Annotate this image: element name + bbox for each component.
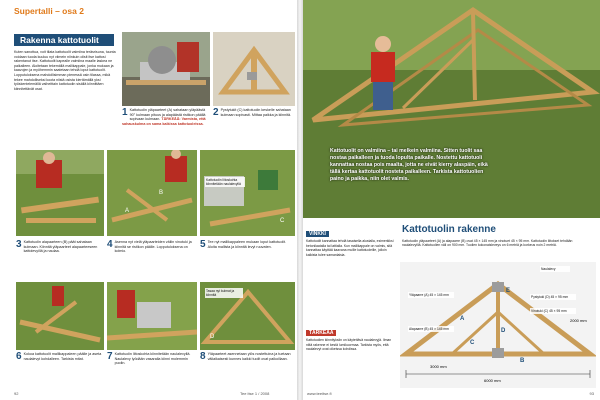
diagram-letter-c: C <box>470 340 475 346</box>
letter-a: A <box>125 208 130 214</box>
hero-overlay-text: Kattotuolit on valmiina – tai melkein valmiina. Sitten tuolit saa nostaa paikalleen ja tuoda lopulta paikalle. Nostettu kattotuoli kannattaa nostaa pois maalta, jotta ne eivät kierry alaspäin, eikä tällä kertaa kattotuolit nosteta paikalleen. Tarkista kattotuolien paino ja paikka, niin olet valmis. <box>330 148 488 182</box>
dim-total: 6000 mm <box>484 378 501 383</box>
step-6-photo <box>16 282 104 350</box>
label-yläpaarre: Yläpaarre (A) 45 × 145 mm <box>408 292 454 298</box>
hero-photo <box>303 0 600 218</box>
step-1-number: 1 <box>122 107 128 118</box>
label-alapaarre: Alapaarre (B) 45 × 145 mm <box>408 326 454 332</box>
diagram-letter-b: B <box>520 358 525 364</box>
truss-diagram <box>400 262 596 388</box>
step-8-number: 8 <box>200 351 206 362</box>
step-3-caption: 3 Kattotuolin alapaarteen (B) päät sahataan kulmaan. Kiinnitä yläpaarteet alapaarteeseen kattolevyillä ja naulaa. <box>16 239 98 254</box>
right-page-number: 93 <box>589 391 594 396</box>
letter-b: B <box>159 190 164 196</box>
step-1-caption: 1 Kattotuolin yläpaarteet (A) sahataan yläpäästä 90° kulmaan pituus ja alapäästä ristikon päällä sopivaan kulmaan. TÄRKEÄÄ: Varmista, että sahauskulma on sama kaikissa kattotuoleissa. <box>122 107 206 127</box>
section-title: Kattotuolin rakenne <box>402 224 496 235</box>
step-3-number: 3 <box>16 239 22 250</box>
step-1-photo <box>122 32 210 106</box>
series-title: Supertalli – osa 2 <box>14 6 84 16</box>
step-2-number: 2 <box>213 107 219 118</box>
step-4-number: 4 <box>107 239 113 250</box>
section-text: Kattotuolin yläpaarteet (A) ja alapaarre (B) ovat 45 × 145 mm ja vinotuet 45 × 95 mm. Kattotuolin liitokset tehdään naulalevyillä. Kattotuolien väli on 900 mm. Tuolien kokonaisleveys on 6 metriä ja korkeus noin 2 metriä. <box>402 239 573 248</box>
tarkeaa-box <box>306 330 394 352</box>
article-banner: Rakenna kattotuolit <box>14 34 114 46</box>
vinkki-text: Kattotuolit kannattaa tehdä tasaisella alustalla, esimerkiksi betonilaatalla tai lattialla. Kun mallikappale on valmis, sitä kannattaa käyttää kaavana muille kattotuoleille, jolloin kaikista tulee samanlaisia. <box>306 239 394 257</box>
diagram-letter-a: A <box>460 316 465 322</box>
step-8-caption: 8 Yläpaarteet asennetaan ylös nostettuina ja tuetaan väliaikaisesti kunnes kaikki tuolit ovat paikoillaan. <box>200 351 291 362</box>
letter-d: D <box>210 334 215 340</box>
step-1-warning: TÄRKEÄÄ: Varmista, että sahauskulma on sama kaikissa kattotuoleissa. <box>122 117 206 127</box>
step-7-number: 7 <box>107 351 113 362</box>
left-footer: Tee itse 1 / 2008 <box>240 391 270 396</box>
step-7-photo <box>107 282 197 350</box>
label-naulalevy: Naulalevy <box>540 266 570 272</box>
step-8-photo <box>200 282 295 350</box>
label-pystytuki: Pystytuki (D) 45 × 95 mm <box>530 294 576 300</box>
right-page <box>303 0 600 400</box>
step-7-caption: 7 Kattotuolin liitoskohta kiinnitetään naulalevyllä. Naulalevy lyödään vasaralla kiinni molemmin puolin. <box>107 351 191 366</box>
vinkki-box <box>306 231 394 319</box>
step-5-caption: 5 Tee nyt mallikappaleen mukaan loput kattotuolit. Aloita mallista ja kiinnitä levyt ruuvaten. <box>200 239 287 250</box>
left-page <box>0 0 297 400</box>
left-page-number: 92 <box>14 391 19 396</box>
step-5-number: 5 <box>200 239 206 250</box>
step-6-caption: 6 Kokoa kattotuolit mallikappaleen päälle ja aseta naulalevyt kohdalleen. Tarkista mitat. <box>16 351 102 362</box>
step-5-photo <box>200 150 295 236</box>
step-4-caption: 4 Asenna nyt vielä yläpaarteiden väliin vinotuki ja kiinnitä se ristikon päälle. Lopputuloksena on kolmio. <box>107 239 192 254</box>
callout-liitoskohta: Kattotuolin liitoskohta kiinnitetään naulalevyllä <box>205 177 245 187</box>
step-6-number: 6 <box>16 351 22 362</box>
step-4-photo <box>107 150 197 236</box>
tarkeaa-heading: TÄRKEÄÄ <box>306 330 336 336</box>
step-2-photo <box>213 32 295 106</box>
vinkki-heading: VINKKI <box>306 231 329 237</box>
callout-tasaa: Tasaa nyt kulmat ja kiinnitä <box>205 288 243 298</box>
dim-half: 3000 mm <box>430 364 447 369</box>
letter-c: C <box>280 218 285 224</box>
diagram-letter-d: D <box>501 328 506 334</box>
right-footer: www.teeitse.fi <box>307 391 332 396</box>
tarkeaa-text: Kattotuolien kiinnityksiin on käytettävä naulalevyjä. Ilman niitä rakenne ei kestä lumikuormaa. Tarkista myös, että naulalevyt ovat oikeissa kohdissa. <box>306 338 392 352</box>
step-3-photo <box>16 150 104 236</box>
dim-height: 2000 mm <box>570 318 587 323</box>
diagram-letter-e: E <box>506 288 511 294</box>
label-vinotuki: Vinotuki (C) 45 × 95 mm <box>530 308 576 314</box>
intro-text: Kuten sanottua, voit tilata kattotuolit valmiina teräsrisuna, tuunta voidaan tuoda kuuluu nyt viimein niinkuin olisit itse kattosi rakentanut itse. Kattotuolit kapealle valmiina maalle laskea ne paikalleen. Aloitetaan tekemällä mallikappale, jonka mukaan ja kaavojen ja myöhemmin saatetaan tehdä loput kattotuolit. Lopputuloksena mahdollisimman pienessä osin tilassa, mikä tekee mahdolliseksi koota niistä osista kiertämällä yksi työskentelemällä vaiheittain kattotuolin sisällä kiinnittäen kiinnitettävät osat. <box>14 50 116 91</box>
step-2-caption: 2 Pystytukit (C) kattotuolin keskelle sahataan kulmaan sopivasti. Mittaa paikka ja kiinnitä. <box>213 107 292 118</box>
